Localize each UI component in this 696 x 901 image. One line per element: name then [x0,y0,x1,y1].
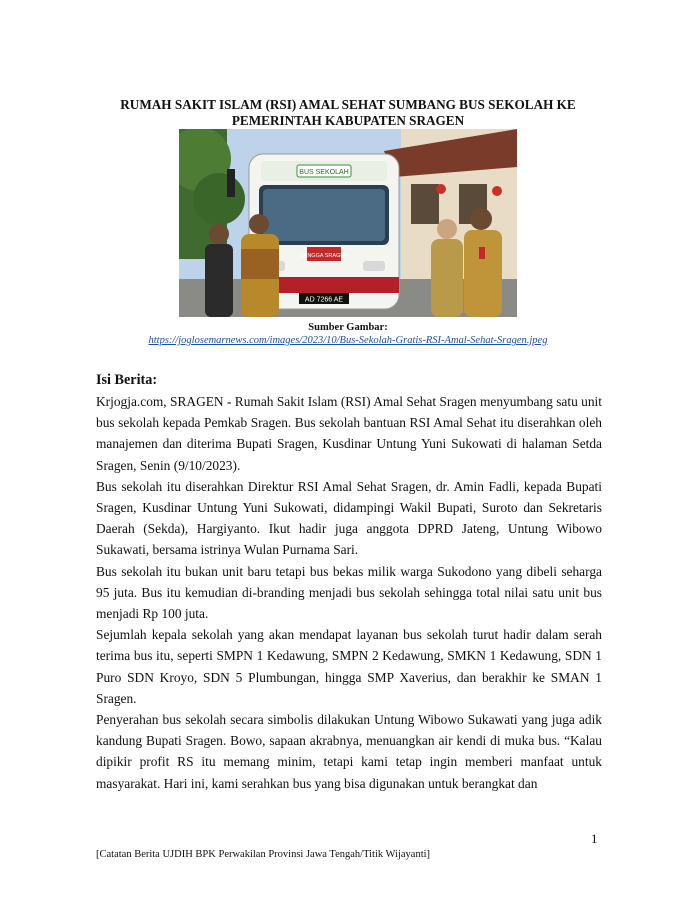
caption-label: Sumber Gambar: [308,322,388,333]
page-footer: [Catatan Berita UJDIH BPK Perwakilan Provinsi Jawa Tengah/Titik Wijayanti] [96,849,431,860]
article-body [96,391,602,794]
article-photo [179,129,517,317]
bus-banner-text: BUS SEKOLAH [299,169,349,176]
paragraph-4: Sejumlah kepala sekolah yang akan mendapat layanan bus sekolah turut hadir dalam serah terima bus itu, seperti SMPN 1 Kedawung, SMPN 2 Kedawung, SMKN 1 Kedawung, SDN 1 Puro SDN Kroyo, SDN 5 Plumbungan, hingga SMP Xaverius, dan berakhir ke SMAN 1 Sragen. [96,627,602,706]
photo-caption [96,321,600,347]
title-line-2: PEMERINTAH KABUPATEN SRAGEN [231,112,465,128]
bus-plate: AD 7266 AE [304,296,344,304]
page-number: 1 [591,831,598,846]
paragraph-1: Krjogja.com, SRAGEN - Rumah Sakit Islam (RSI) Amal Sehat Sragen menyumbang satu unit bus sekolah kepada Pemkab Sragen. Bus sekolah bantuan RSI Amal Sehat itu diserahkan oleh manajemen dan diterima Bupati Sragen, Kusdinar Untung Yuni Sukowati di halaman Setda Sragen, Senin (9/10/2023). [96,394,602,473]
paragraph-3: Bus sekolah itu bukan unit baru tetapi bus bekas milik warga Sukodono yang dibeli seharga 95 juta. Bus itu kemudian di-branding menjadi bus sekolah sehingga total nilai satu unit bus menjadi Rp 100 juta. [96,563,602,622]
section-heading: Isi Berita: [96,372,158,388]
paragraph-5: Penyerahan bus sekolah secara simbolis dilakukan Untung Wibowo Sukawati yang juga adik kandung Bupati Sragen. Bowo, sapaan akrabnya, menuangkan air kendi di muka bus. “Kalau dipikir profit RS itu memang minim, tetapi kami tetap ingin memberi manfaat untuk masyarakat. Hari ini, kami serahkan bus yang bisa digunakan untuk berangkat dan [96,712,602,791]
title-line-1: RUMAH SAKIT ISLAM (RSI) AMAL SEHAT SUMBANG BUS SEKOLAH KE [120,97,576,112]
bus-side-label: SANGGA SRAGEN [300,253,348,259]
source-link[interactable]: https://joglosemarnews.com/images/2023/10/Bus-Sekolah-Gratis-RSI-Amal-Sehat-Sragen.jpeg [148,335,548,346]
paragraph-2: Bus sekolah itu diserahkan Direktur RSI Amal Sehat Sragen, dr. Amin Fadli, kepada Bupati Sragen, Kusdinar Untung Yuni Sukowati, didampingi Wakil Bupati, Suroto dan Sekretaris Daerah (Sekda), Hargiyanto. Ikut hadir juga anggota DPRD Jateng, Untung Wibowo Sukawati, bersama istrinya Wulan Purnama Sari. [96,478,602,558]
article-title [96,97,600,128]
